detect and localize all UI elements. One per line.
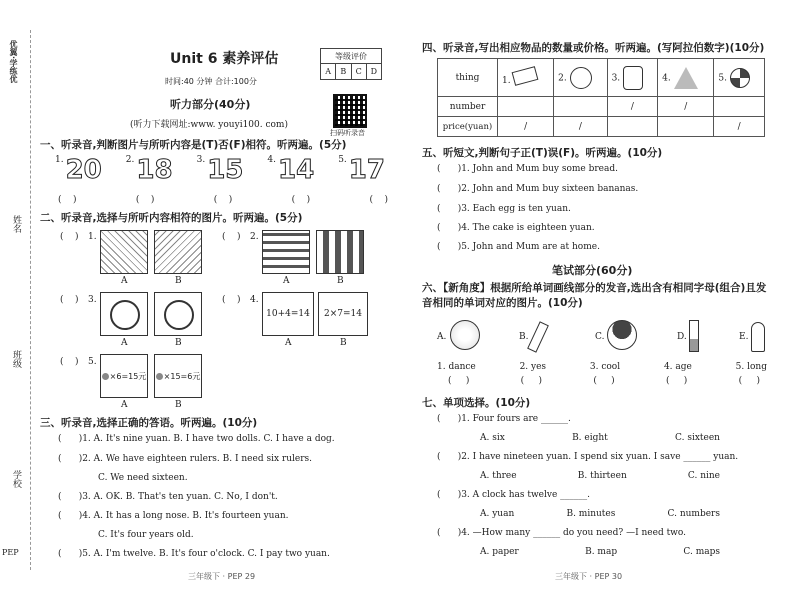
s7-text: )2. I have nineteen yuan. I spend six yuan. I save ______ yuan.	[457, 452, 739, 462]
thing-num: 1.	[502, 76, 511, 86]
number-blank[interactable]	[714, 97, 765, 117]
option: C. nine	[687, 471, 720, 481]
grade-c: C	[352, 64, 367, 79]
thing-num: 4.	[662, 73, 671, 83]
answer-blank[interactable]: ( )	[520, 376, 542, 386]
side-label-class: 班级	[11, 350, 21, 368]
option: A. three	[480, 471, 517, 481]
s7-options	[480, 471, 720, 481]
price-picture-a[interactable]	[100, 354, 148, 398]
word: 3. cool	[589, 362, 621, 372]
option: B. eight	[572, 433, 608, 443]
option: C. sixteen	[675, 433, 720, 443]
s7-options	[480, 509, 720, 519]
s3-text: )4. A. It has a long nose. B. It's fourteen yuan.	[78, 511, 289, 521]
section-3-title: 三、听录音,选择正确的答语。听两遍。(10分)	[40, 417, 258, 429]
answer-blank[interactable]: ( )	[135, 195, 155, 205]
s5-text: )3. Each egg is ten yuan.	[457, 204, 571, 214]
section-7-title: 七、单项选择。(10分)	[422, 397, 531, 409]
pic-label: A.	[437, 332, 447, 342]
option-a-label: A	[121, 400, 128, 410]
ball-icon	[730, 68, 750, 88]
option-b-label: B	[175, 338, 182, 348]
word: 1. dance	[437, 362, 476, 372]
price-slash: /	[554, 117, 607, 137]
price-blank[interactable]	[658, 117, 714, 137]
grade-box	[320, 48, 382, 80]
section-6-parens	[448, 376, 760, 386]
download-url: (听力下载网址:www. youyi100. com)	[130, 120, 288, 130]
section-6-words	[437, 362, 767, 372]
s3-item-5: ( )5. A. I'm twelve. B. It's four o'clock. C. I pay two yuan.	[58, 549, 330, 559]
s2-num: 3.	[88, 295, 97, 305]
option-b-label: B	[337, 276, 344, 286]
books-picture-b[interactable]	[316, 230, 364, 274]
pic-label: C.	[595, 332, 605, 342]
price-text-a: ×6=15元	[109, 371, 147, 381]
number-picture: 14	[277, 155, 315, 185]
option: C. maps	[683, 547, 720, 557]
number-slash: /	[658, 97, 714, 117]
apple-icon	[570, 67, 592, 89]
s7-options	[480, 547, 720, 557]
answer-blank[interactable]: ( )	[222, 295, 241, 305]
side-bottom-pep: PEP	[2, 548, 19, 557]
section-2-title: 二、听录音,选择与所听内容相符的图片。听两遍。(5分)	[40, 212, 303, 224]
answer-blank[interactable]: ( )	[222, 232, 241, 242]
s5-text: )2. John and Mum buy sixteen bananas.	[457, 184, 639, 194]
s3-item-4: ( )4. A. It has a long nose. B. It's fourteen yuan.	[58, 511, 289, 521]
option: A. paper	[480, 547, 519, 557]
row-head-thing: thing	[438, 59, 498, 97]
s3-text: )1. A. It's nine yuan. B. I have two dolls. C. I have a dog.	[78, 434, 335, 444]
written-head: 笔试部分(60分)	[552, 264, 633, 277]
price-text-b: ×15=6元	[163, 371, 201, 381]
row-head-price: price(yuan)	[438, 117, 498, 137]
number-slash: /	[607, 97, 658, 117]
right-page-footer: 三年级下 · PEP 30	[555, 572, 623, 581]
option: C. numbers	[667, 509, 720, 519]
s3-item-2: ( )2. A. We have eighteen rulers. B. I need six rulers.	[58, 454, 312, 464]
thing-num: 5.	[718, 73, 727, 83]
thing-cell	[658, 59, 714, 97]
side-brand: 优翼·学练优	[9, 40, 18, 84]
word: 5. long	[735, 362, 767, 372]
binding-line	[30, 30, 31, 570]
s5-text: )5. John and Mum are at home.	[457, 242, 600, 252]
s3-item-3: ( )3. A. OK. B. That's ten yuan. C. No, I don't.	[58, 492, 278, 502]
books-picture-a[interactable]	[262, 230, 310, 274]
section-1-title: 一、听录音,判断图片与所听内容是(T)否(F)相符。听两遍。(5分)	[40, 139, 347, 151]
pencils-picture-a[interactable]	[100, 230, 148, 274]
section-4-title: 四、听录音,写出相应物品的数量或价格。听两遍。(写阿拉伯数字)(10分)	[422, 42, 765, 54]
answer-blank[interactable]: ( )	[213, 195, 233, 205]
number-picture: 20	[65, 155, 102, 185]
price-picture-b[interactable]	[154, 354, 202, 398]
option: A. six	[480, 433, 505, 443]
thing-cell	[554, 59, 607, 97]
s5-item: ( )4. The cake is eighteen yuan.	[437, 223, 595, 233]
option-b-label: B	[175, 276, 182, 286]
option-a-label: A	[121, 338, 128, 348]
option-b-label: B	[175, 400, 182, 410]
s7-question: ( )3. A clock has twelve ______.	[437, 490, 590, 500]
s5-item: ( )5. John and Mum are at home.	[437, 242, 600, 252]
section-6-title: 六、【新角度】根据所给单词画线部分的发音,选出含有相同字母(组合)且发音相同的单词对应的图片。(10分)	[422, 282, 767, 309]
s5-item: ( )3. Each egg is ten yuan.	[437, 204, 571, 214]
row-head-number: number	[438, 97, 498, 117]
option: B. thirteen	[577, 471, 627, 481]
s3-text: )2. A. We have eighteen rulers. B. I need six rulers.	[78, 454, 312, 464]
section-5-title: 五、听短文,判断句子正(T)误(F)。听两遍。(10分)	[422, 147, 663, 159]
left-page-footer: 三年级下 · PEP 29	[188, 572, 256, 581]
s3-item-4-c: C. It's four years old.	[98, 530, 194, 540]
s1-num: 5.	[338, 155, 347, 165]
thing-cell	[607, 59, 658, 97]
price-blank[interactable]	[607, 117, 658, 137]
option: B. minutes	[566, 509, 616, 519]
s7-text: )3. A clock has twelve ______.	[457, 490, 590, 500]
s5-text: )4. The cake is eighteen yuan.	[457, 223, 595, 233]
option: A. yuan	[480, 509, 515, 519]
option: B. map	[585, 547, 618, 557]
qr-code[interactable]	[333, 94, 367, 128]
price-slash: /	[498, 117, 554, 137]
s7-text: )1. Four fours are ______.	[457, 414, 571, 424]
s7-text: )4. —How many ______ do you need? —I need two.	[457, 528, 687, 538]
pencil-box-icon	[512, 66, 539, 86]
s2-num: 1.	[88, 232, 97, 242]
s7-options	[480, 433, 720, 443]
schoolbag-icon	[623, 66, 643, 90]
option-a-label: A	[283, 276, 290, 286]
s3-text: )3. A. OK. B. That's ten yuan. C. No, I don't.	[78, 492, 278, 502]
answer-blank[interactable]: ( )	[58, 195, 77, 205]
answer-blank[interactable]: ( )	[60, 295, 79, 305]
qr-caption: 扫码听录音	[330, 129, 365, 137]
clock-picture-a[interactable]	[100, 292, 148, 336]
pic-label: D.	[677, 332, 687, 342]
s5-text: )1. John and Mum buy some bread.	[457, 164, 618, 174]
section-6-pictures	[437, 318, 767, 358]
number-picture: 15	[207, 155, 244, 185]
grade-title: 等级评价	[321, 49, 381, 64]
shoe-icon	[527, 321, 549, 352]
math-picture-b[interactable]: 2×7=14	[318, 292, 368, 336]
price-slash: /	[714, 117, 765, 137]
clock-picture-b[interactable]	[154, 292, 202, 336]
s1-num: 3.	[196, 155, 206, 165]
glue-icon	[689, 320, 699, 352]
page-title: Unit 6 素养评估	[170, 51, 279, 67]
pic-label: E.	[739, 332, 749, 342]
s5-item: ( )2. John and Mum buy sixteen bananas.	[437, 184, 639, 194]
word: 2. yes	[519, 362, 547, 372]
answer-blank[interactable]: ( )	[738, 376, 760, 386]
number-blank[interactable]	[554, 97, 607, 117]
s7-question: ( )1. Four fours are ______.	[437, 414, 571, 424]
side-label-name: 姓名	[11, 215, 21, 233]
option-a-label: A	[121, 276, 128, 286]
items-table	[437, 58, 765, 137]
s1-num: 1.	[55, 155, 64, 165]
orange-icon	[450, 320, 480, 350]
ball-icon	[102, 373, 109, 380]
answer-blank[interactable]: ( )	[60, 357, 79, 367]
s1-num: 2.	[125, 155, 135, 165]
answer-blank[interactable]: ( )	[369, 195, 388, 205]
time-line: 时间:40 分钟 合计:100分	[165, 77, 257, 86]
answer-blank[interactable]: ( )	[291, 195, 311, 205]
word: 4. age	[663, 362, 692, 372]
grade-d: D	[370, 67, 378, 76]
number-picture: 17	[348, 155, 385, 185]
ball-icon	[156, 373, 163, 380]
section-1-parens	[58, 195, 388, 205]
s3-item-2-c: C. We need sixteen.	[98, 473, 188, 483]
grade-a: A	[321, 64, 336, 79]
math-picture-a[interactable]: 10+4=14	[262, 292, 314, 336]
s3-item-1: ( )1. A. It's nine yuan. B. I have two dolls. C. I have a dog.	[58, 434, 335, 444]
s2-num: 5.	[88, 357, 97, 367]
thing-cell	[714, 59, 765, 97]
s2-num: 2.	[250, 232, 259, 242]
grade-b: B	[336, 64, 351, 79]
girl-icon	[751, 322, 765, 352]
boat-icon	[674, 67, 698, 89]
answer-blank[interactable]: ( )	[448, 376, 470, 386]
number-blank[interactable]	[498, 97, 554, 117]
pic-label: B.	[519, 332, 529, 342]
option-b-label: B	[340, 338, 347, 348]
s5-item: ( )1. John and Mum buy some bread.	[437, 164, 618, 174]
s2-num: 4.	[250, 295, 259, 305]
option-a-label: A	[285, 338, 292, 348]
boy-face-icon	[607, 320, 637, 350]
s7-question: ( )2. I have nineteen yuan. I spend six yuan. I save ______ yuan.	[437, 452, 739, 462]
answer-blank[interactable]: ( )	[665, 376, 688, 386]
answer-blank[interactable]: ( )	[60, 232, 79, 242]
s7-question: ( )4. —How many ______ do you need? —I need two.	[437, 528, 687, 538]
number-picture: 18	[136, 155, 173, 185]
listening-head: 听力部分(40分)	[170, 98, 251, 111]
thing-num: 3.	[611, 73, 621, 83]
s1-num: 4.	[267, 155, 276, 165]
pencils-picture-b[interactable]	[154, 230, 202, 274]
thing-cell	[498, 59, 554, 97]
side-label-school: 学校	[11, 470, 21, 488]
thing-num: 2.	[558, 73, 567, 83]
s3-text: )5. A. I'm twelve. B. It's four o'clock. C. I pay two yuan.	[78, 549, 330, 559]
section-1-pictures	[55, 155, 385, 195]
answer-blank[interactable]: ( )	[593, 376, 615, 386]
